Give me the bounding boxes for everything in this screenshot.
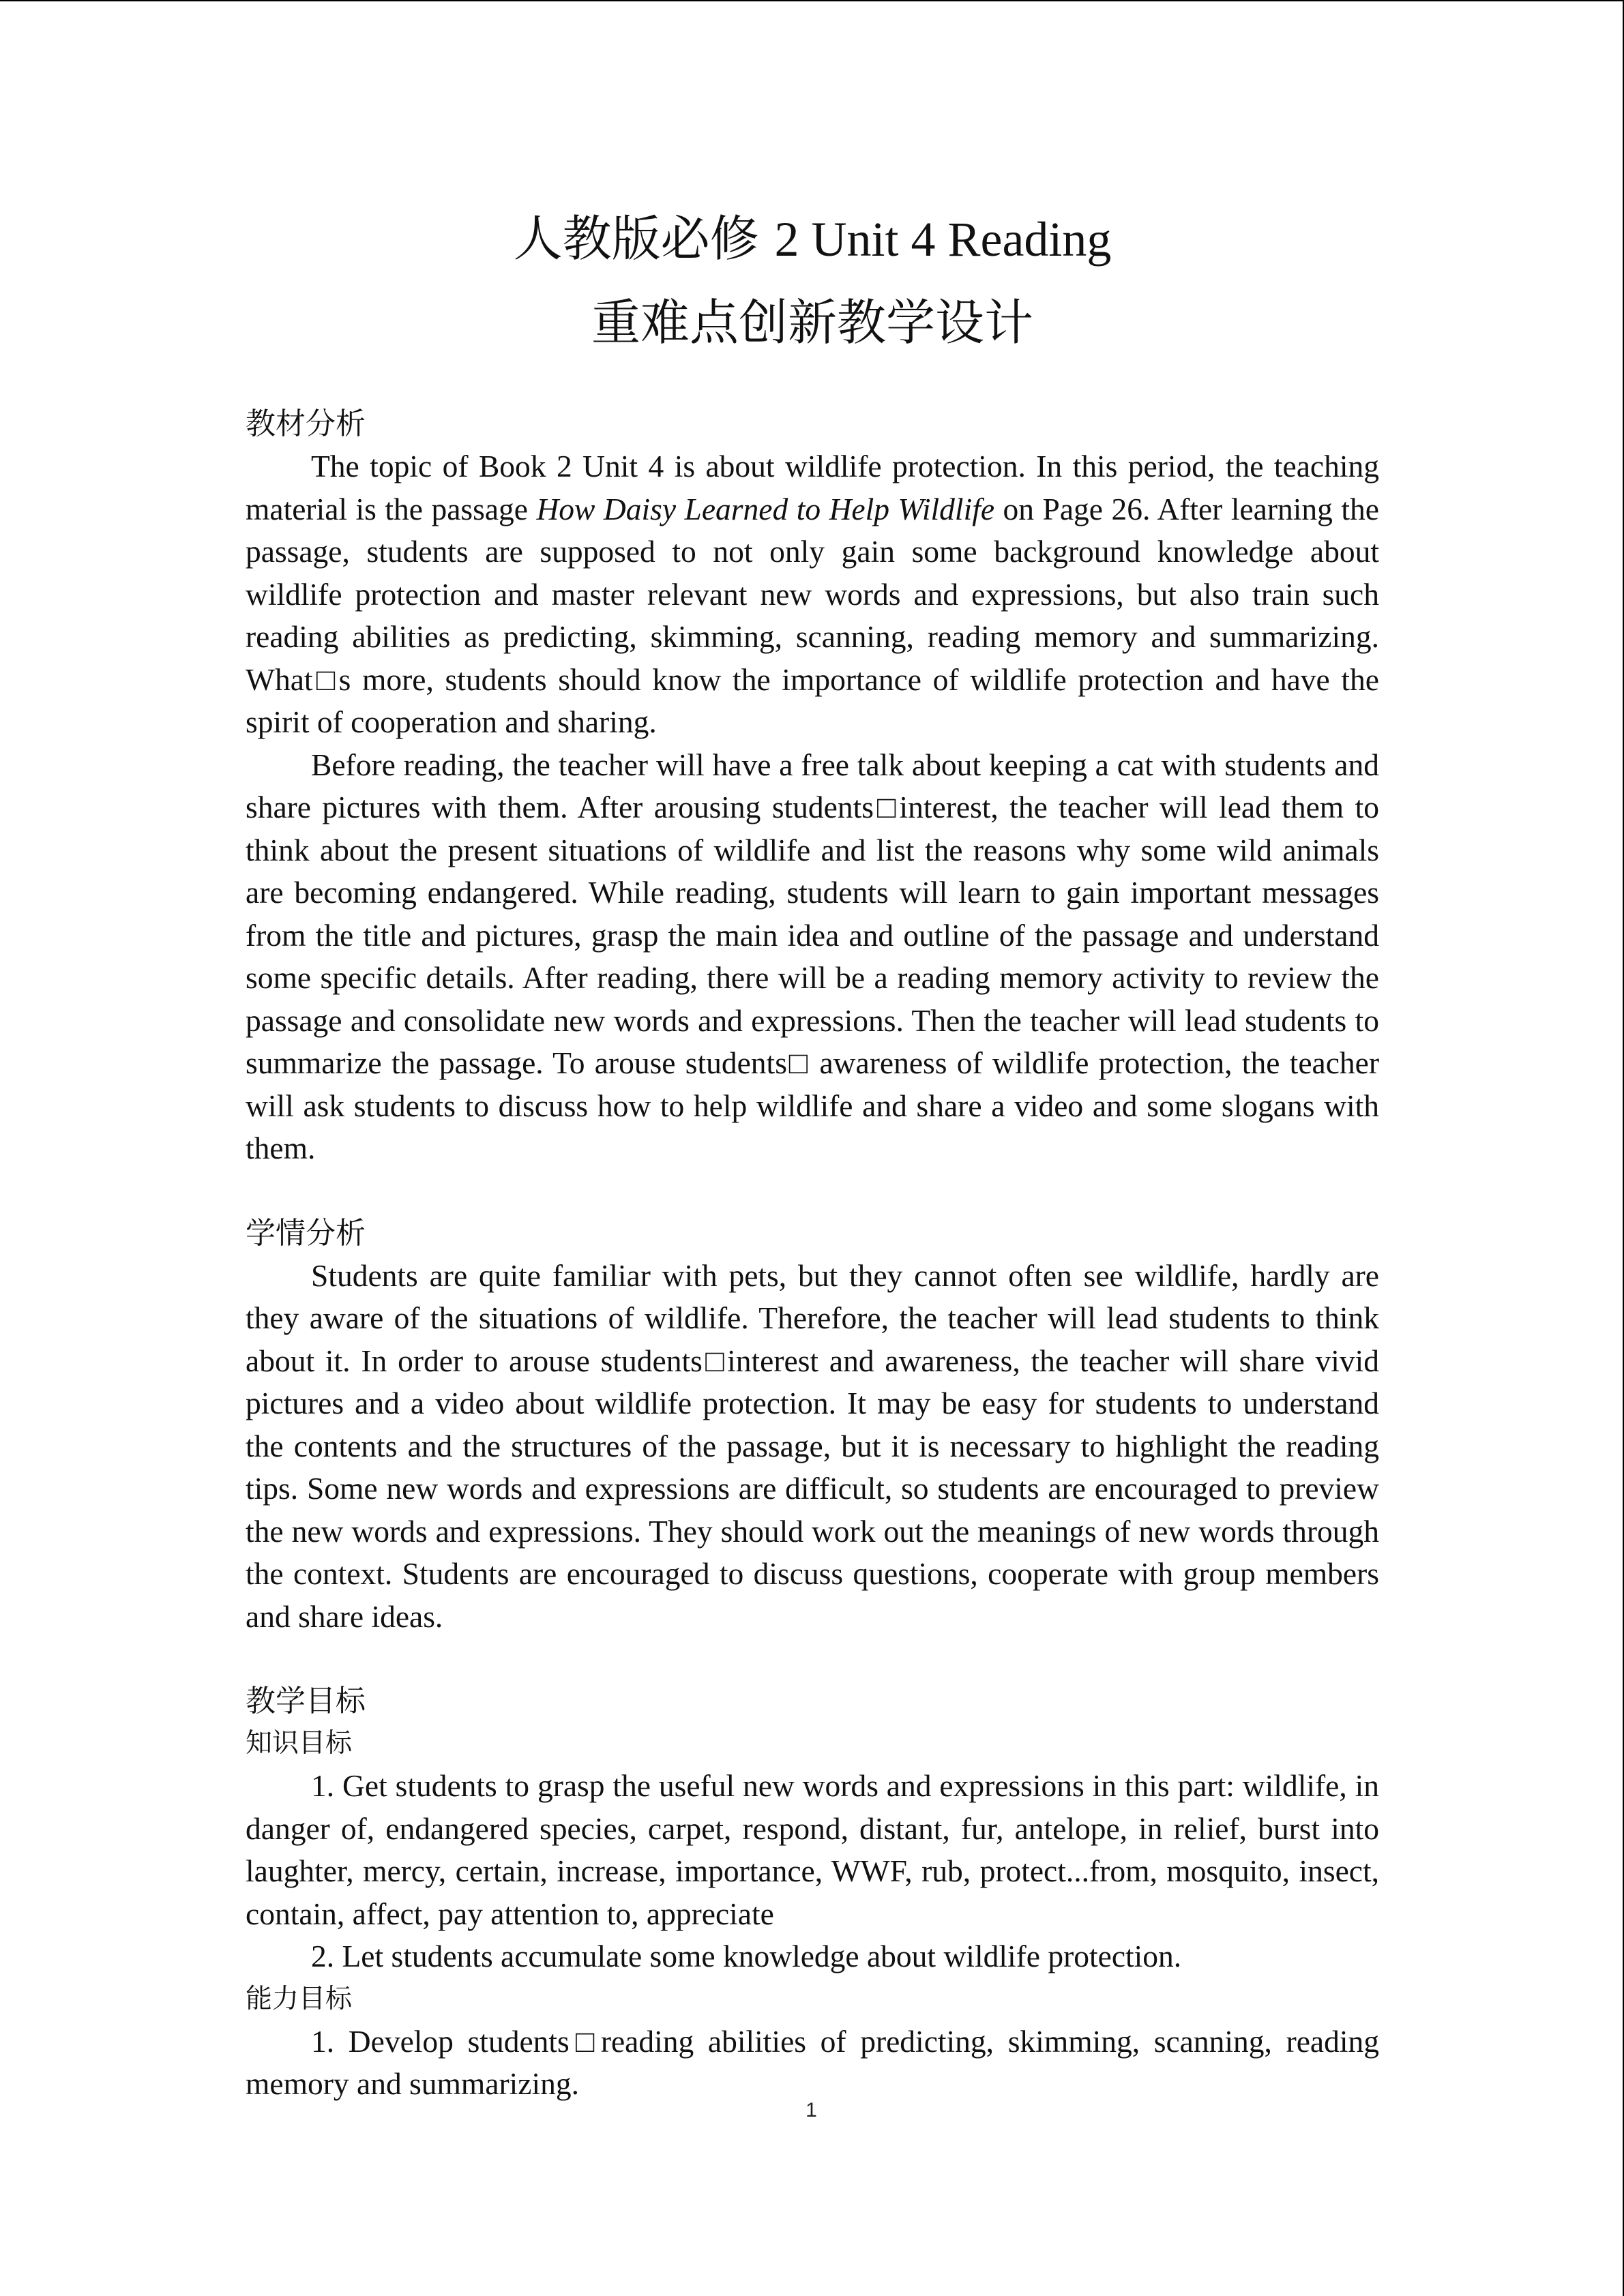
- section-objectives: [246, 1680, 1379, 2106]
- paragraph-text: on Page 26. After learning the passage, students are supposed to not only gain some background knowledge about wildlife protection and master relevant new words and expressions, but also train such reading abilities as predicting, skimming, scanning, reading memory and summarizing. What□s more, students should know the importance of wildlife protection and have the spirit of cooperation and sharing.: [246, 491, 1379, 739]
- section-heading-objectives: 教学目标: [246, 1684, 366, 1718]
- section-materials: [246, 403, 1379, 1170]
- paragraph-materials-2: Before reading, the teacher will have a free talk about keeping a cat with students and share pictures with them. After arousing students□interest, the teacher will lead them to think about the present situations of wildlife and list the reasons why some wild animals are becoming endangered. While reading, students will learn to gain important messages from the title and pictures, grasp the main idea and outline of the passage and understand some specific details. After reading, there will be a reading memory activity to review the passage and consolidate new words and expressions. Then the teacher will lead students to summarize the passage. To arouse students□ awareness of wildlife protection, the teacher will ask students to discuss how to help wildlife and share a video and some slogans with them.: [246, 747, 1379, 1165]
- passage-title-italic: How Daisy Learned to Help Wildlife: [536, 491, 995, 526]
- title-chinese: 人教版必修: [513, 210, 759, 267]
- section-heading-materials: 教材分析: [246, 406, 366, 441]
- subheading-knowledge: 知识目标: [246, 1728, 353, 1759]
- page-subtitle: 重难点创新教学设计: [591, 294, 1033, 351]
- paragraph-learners-1: Students are quite familiar with pets, but they cannot often see wildlife, hardly are they aware of the situations of wildlife. Therefore, the teacher will lead students to think about it. In order to arouse students□interest and awareness, the teacher will share vivid pictures and a video about wildlife protection. It may be easy for students to understand the contents and the structures of the passage, but it is necessary to highlight the reading tips. Some new words and expressions are difficult, so students are encouraged to preview the new words and expressions. They should work out the meanings of new words through the context. Students are encouraged to discuss questions, cooperate with group members and share ideas.: [246, 1257, 1379, 1634]
- section-learners: [246, 1212, 1379, 1639]
- page-number: 1: [806, 2099, 817, 2121]
- section-heading-learners: 学情分析: [246, 1215, 366, 1251]
- ability-item-1: 1. Develop students□reading abilities of predicting, skimming, scanning, reading memory and summarizing.: [246, 2023, 1379, 2101]
- page-title: [246, 206, 1379, 272]
- knowledge-item-2: 2. Let students accumulate some knowledge about wildlife protection.: [311, 1939, 1182, 1973]
- paragraph-text: The topic of Book 2 Unit 4 is about wildlife protection. In this period, the teaching material is the passage: [246, 449, 1379, 526]
- paragraph-materials-1: [246, 445, 1379, 744]
- section-spacer: [246, 1638, 1379, 1680]
- section-spacer: [246, 1170, 1379, 1212]
- page-content: [246, 206, 1379, 2106]
- knowledge-item-1: 1. Get students to grasp the useful new words and expressions in this part: wildlife, in danger of, endangered species, carpet, respond, distant, fur, antelope, in relief, burst into laughter, mercy, certain, increase, importance, WWF, rub, protect...from, mosquito, insect, contain, affect, pay attention to, appreciate: [246, 1768, 1379, 1931]
- title-latin: 2 Unit 4 Reading: [774, 212, 1112, 267]
- subheading-ability: 能力目标: [246, 1983, 353, 2014]
